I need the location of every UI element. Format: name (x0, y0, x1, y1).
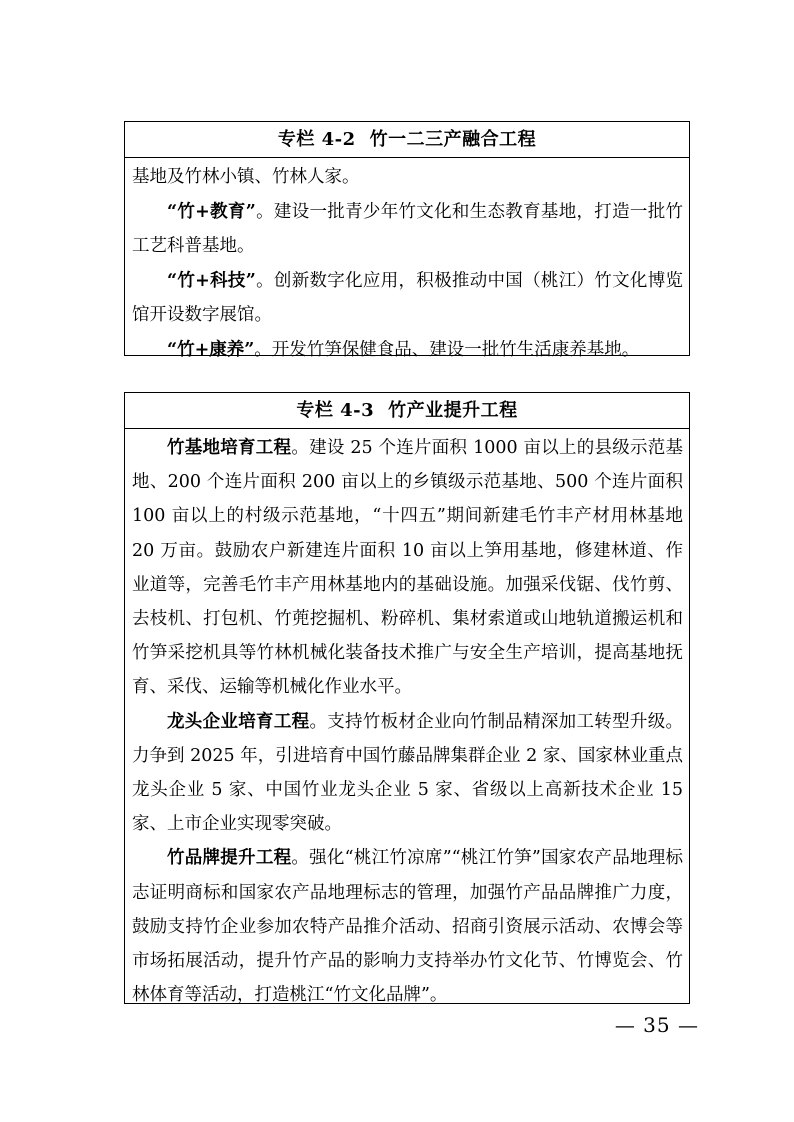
paragraph-base-cultivation (132, 431, 683, 705)
feature-box-body (125, 158, 689, 368)
feature-box-heading: 竹一二三产融合工程 (369, 129, 537, 150)
feature-box-heading: 竹产业提升工程 (388, 400, 518, 421)
keyword: “竹+教育” (167, 201, 256, 222)
keyword: 竹品牌提升工程 (167, 848, 292, 869)
paragraph-text: 。支持竹板材企业向竹制品精深加工转型升级。力争到 2025 年，引进培育中国竹藤品牌集群企业 2 家、国家林业重点龙头企业 5 家、中国竹业龙头企业 5 家、省级以上高新技术企业 15 家、上市企业实现零突破。 (132, 711, 684, 835)
paragraph-bamboo-technology (132, 264, 683, 333)
feature-box-number: 专栏 4-3 (296, 400, 375, 421)
feature-box-body (125, 429, 689, 1012)
paragraph-text: 。强化“桃江竹凉席”“桃江竹笋”国家农产品地理标志证明商标和国家农产品地理标志的管理，加强竹产品品牌推广力度，鼓励支持竹企业参加农特产品推介活动、招商引资展示活动、农博会等市场拓展活动，提升竹产品的影响力支持举办竹文化节、竹博览会、竹林体育等活动，打造桃江“竹文化品牌”。 (132, 848, 683, 1006)
page-number: — 35 — (614, 1013, 699, 1037)
paragraph-brand-upgrade (132, 841, 683, 1012)
continued-paragraph: 基地及竹林小镇、竹林人家。 (132, 167, 360, 187)
feature-box-number: 专栏 4-2 (277, 129, 356, 150)
keyword: 竹基地培育工程 (167, 438, 292, 458)
feature-box-title (125, 122, 689, 158)
paragraph-text: 。开发竹笋保健食品、建设一批竹生活康养基地。 (254, 339, 640, 360)
paragraph-text: 。建设一批青少年竹文化和生态教育基地，打造一批竹工艺科普基地。 (132, 201, 683, 257)
paragraph-bamboo-wellness (132, 333, 683, 368)
paragraph-text: 。创新数字化应用，积极推动中国（桃江）竹文化博览馆开设数字展馆。 (132, 270, 683, 326)
feature-box-4-3 (124, 392, 690, 1004)
keyword: “竹+科技” (167, 270, 256, 291)
feature-box-4-2 (124, 121, 690, 360)
keyword: 龙头企业培育工程 (167, 711, 310, 732)
feature-box-title (125, 393, 689, 429)
paragraph-leading-enterprise (132, 705, 683, 842)
paragraph-bamboo-education (132, 195, 683, 264)
keyword: “竹+康养” (167, 339, 255, 360)
paragraph-text: 。建设 25 个连片面积 1000 亩以上的县级示范基地、200 个连片面积 200 亩以上的乡镇级示范基地、500 个连片面积 100 亩以上的村级示范基地，“十四五”期间新建毛竹丰产材用林基地 20 万亩。鼓励农户新建连片面积 10 亩以上笋用基地，修建林道、作业道等，完善毛竹丰产用林基地内的基础设施。加强采伐锯、伐竹剪、去枝机、打包机、竹蔸挖掘机、粉碎机、集材索道或山地轨道搬运机和竹笋采挖机具等竹林机械化装备技术推广与安全生产培训，提高基地抚育、采伐、运输等机械化作业水平。 (132, 438, 684, 698)
